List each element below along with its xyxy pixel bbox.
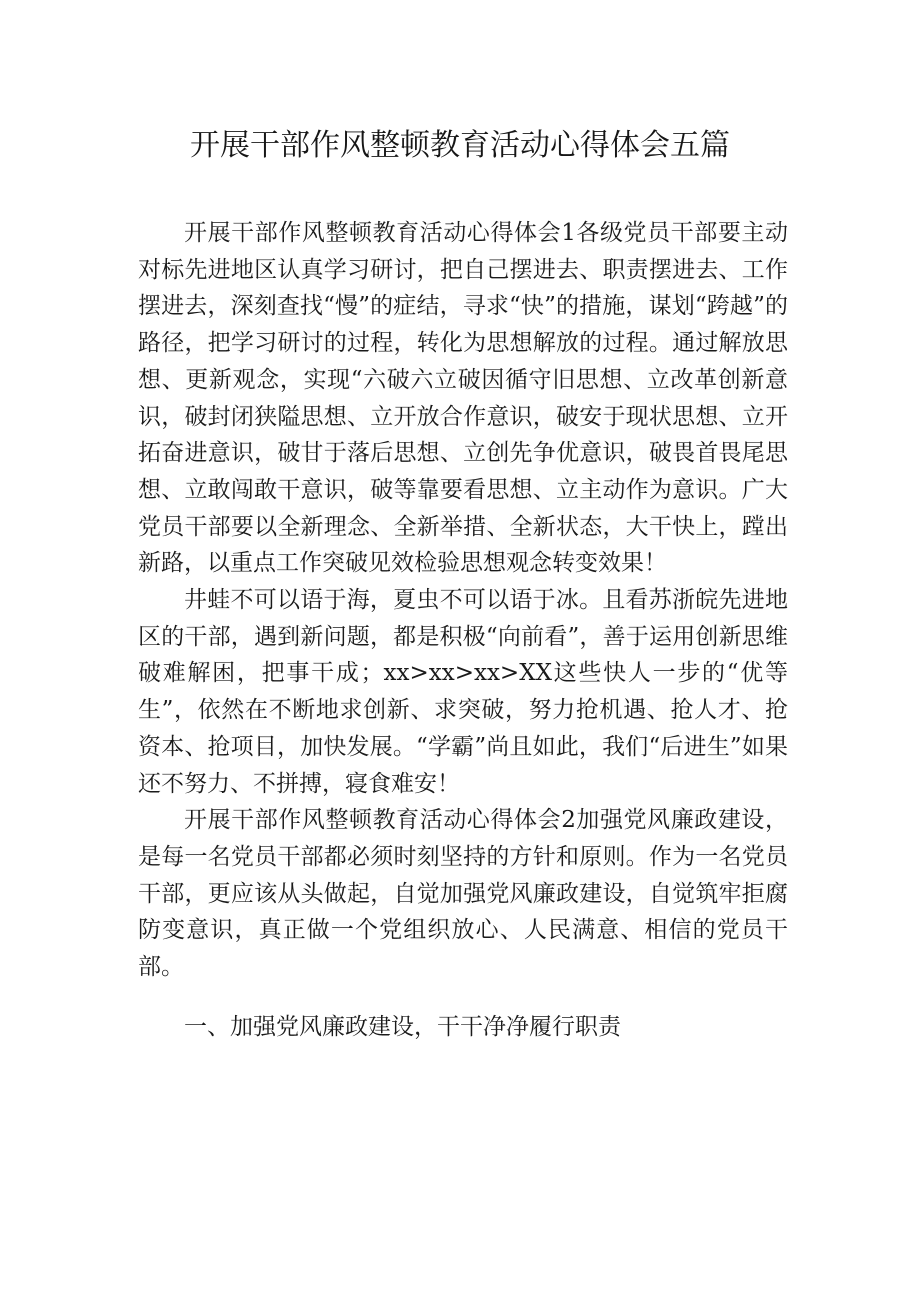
paragraph-2: 井蛙不可以语于海，夏虫不可以语于冰。且看苏浙皖先进地区的干部，遇到新问题，都是积极“向前看”，善于运用创新思维破难解困，把事干成；xx>xx>xx>XX这些快人一步的“优等生”，依然在不断地求创新、求突破，努力抢机遇、抢人才、抢资本、抢项目，加快发展。“学霸”尚且如此，我们“后进生”如果还不努力、不拼搏，寝食难安！	[138, 587, 788, 797]
paragraph-3: 开展干部作风整顿教育活动心得体会2加强党风廉政建设，是每一名党员干部都必须时刻坚持的方针和原则。作为一名党员干部，更应该从头做起，自觉加强党风廉政建设，自觉筑牢拒腐防变意识，真正做一个党组织放心、人民满意、相信的党员干部。	[138, 807, 788, 981]
document-title: 开展干部作风整顿教育活动心得体会五篇	[190, 128, 730, 163]
section-heading: 一、加强党风廉政建设，干干净净履行职责	[184, 1013, 621, 1040]
document-body	[138, 215, 788, 1045]
paragraph-1: 开展干部作风整顿教育活动心得体会1各级党员干部要主动对标先进地区认真学习研讨，把自己摆进去、职责摆进去、工作摆进去，深刻查找“慢”的症结，寻求“快”的措施，谋划“跨越”的路径，把学习研讨的过程，转化为思想解放的过程。通过解放思想、更新观念，实现“六破六立破因循守旧思想、立改革创新意识，破封闭狭隘思想、立开放合作意识，破安于现状思想、立开拓奋进意识，破甘于落后思想、立创先争优意识，破畏首畏尾思想、立敢闯敢干意识，破等靠要看思想、立主动作为意识。广大党员干部要以全新理念、全新举措、全新状态，大干快上，蹚出新路，以重点工作突破见效检验思想观念转变效果！	[138, 220, 788, 577]
